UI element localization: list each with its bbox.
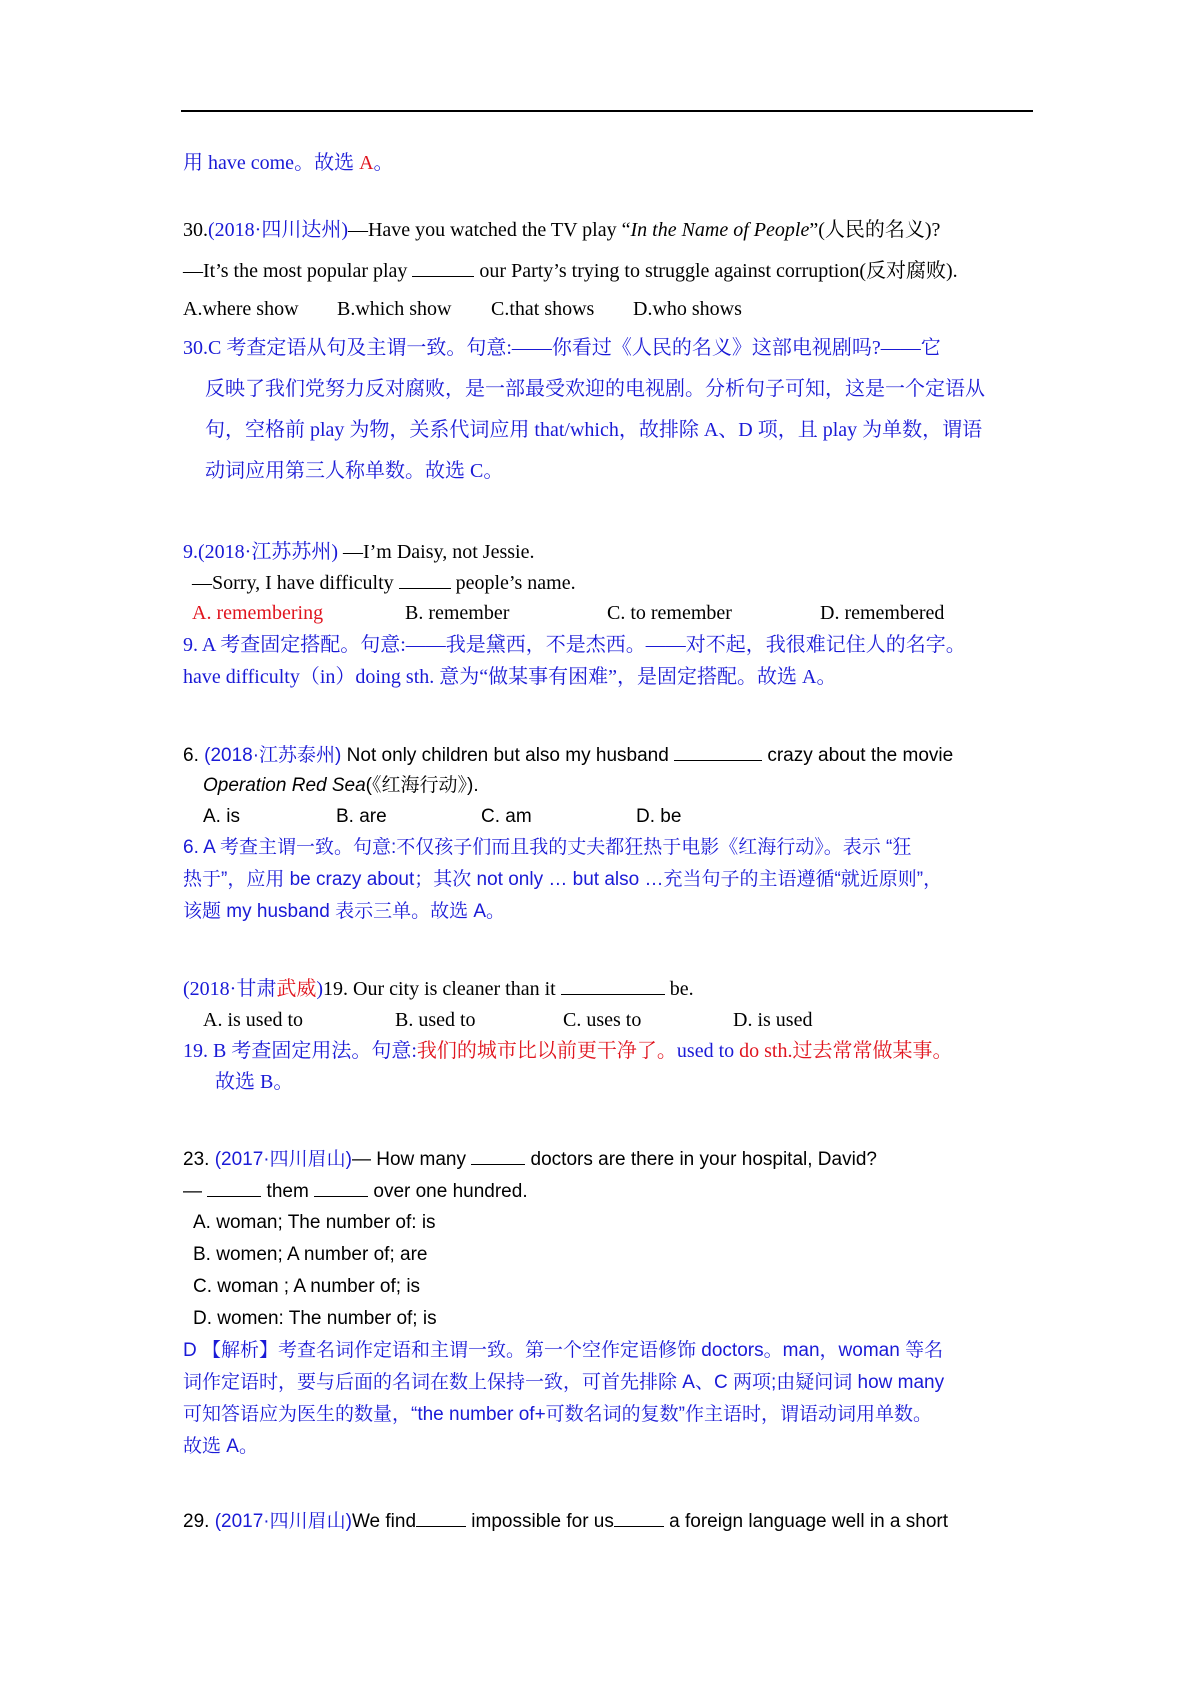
option-a: A. is <box>203 806 240 827</box>
q19-expl-text: 19. B 考查固定用法。句意: <box>183 1040 417 1062</box>
q30-explanation-line3: 句，空格前 play 为物，关系代词应用 that/which，故排除 A、D 项，且 play 为单数，谓语 <box>205 419 983 441</box>
answer-blank <box>674 742 762 761</box>
q23-explanation-line4: 故选 A。 <box>183 1436 258 1457</box>
q19-text: 19. Our city is cleaner than it <box>323 978 561 1000</box>
option-a: A. remembering <box>192 602 324 624</box>
option-b: B. women; A number of; are <box>193 1244 428 1265</box>
q19-expl-translation: 我们的城市比以前更干净了。 <box>416 1040 677 1062</box>
answer-blank <box>471 1146 525 1165</box>
option-d: D.who shows <box>633 298 742 320</box>
q29-source: (2017·四川眉山) <box>214 1511 352 1532</box>
option-c: C. uses to <box>563 1009 642 1031</box>
q6-explanation-line3: 该题 my husband 表示三单。故选 A。 <box>183 901 506 922</box>
q29-line1 <box>183 1508 948 1535</box>
q19-line1 <box>183 976 694 1002</box>
q9-options <box>192 600 944 626</box>
q23-number: 23. <box>183 1149 215 1170</box>
q9-source: (2018·江苏苏州) <box>198 541 338 563</box>
q29-text-mid: impossible for us <box>466 1511 614 1532</box>
answer-blank <box>207 1178 261 1197</box>
option-c: C. woman ; A number of; is <box>193 1276 421 1297</box>
q23-source: (2017·四川眉山) <box>214 1149 352 1170</box>
q30-source: (2018·四川达州) <box>208 219 348 241</box>
q9-explanation-line2: have difficulty（in）doing sth. 意为“做某事有困难”，是固定搭配。故选 A。 <box>183 666 837 688</box>
q23-line2-text: them <box>261 1181 315 1202</box>
option-d: D. remembered <box>820 602 945 624</box>
option-a: A. is used to <box>203 1009 303 1031</box>
q9-line1 <box>183 539 534 565</box>
q19-explanation-line1 <box>183 1038 952 1064</box>
intro-text: 用 have come。故选 <box>183 152 360 174</box>
q6-title: Operation Red Sea <box>203 775 366 796</box>
q30-line2-text-end: our Party’s trying to struggle against corruption(反对腐败). <box>474 260 958 282</box>
q19-source-city: 武威 <box>276 978 317 1000</box>
intro-line <box>183 150 394 176</box>
option-a: A.where show <box>183 298 299 320</box>
q19-source: (2018·甘肃 <box>183 978 277 1000</box>
q9-explanation-line1: 9. A 考查固定搭配。句意:——我是黛西，不是杰西。——对不起，我很难记住人的名字。 <box>183 634 966 656</box>
q29-text: We find <box>351 1511 417 1532</box>
q9-text: —I’m Daisy, not Jessie. <box>337 541 535 563</box>
q30-title: In the Name of People <box>630 219 810 241</box>
q6-explanation-line2: 热于”，应用 be crazy about；其次 not only … but also …充当句子的主语遵循“就近原则”， <box>183 869 943 890</box>
q6-text: Not only children but also my husband <box>341 745 675 766</box>
q19-source-end: ) <box>316 978 323 1000</box>
answer-blank <box>561 976 665 995</box>
q19-explanation-line2: 故选 B。 <box>215 1071 294 1093</box>
q23-line1 <box>183 1146 877 1173</box>
q23-explanation-line2: 词作定语时，要与后面的名词在数上保持一致，可首先排除 A、C 两项;由疑问词 how many <box>183 1372 945 1393</box>
q6-explanation-line1: 6. A 考查主谓一致。句意:不仅孩子们而且我的丈夫都狂热于电影《红海行动》。表示 “狂 <box>183 837 912 858</box>
q19-expl-phrase: used to <box>676 1040 740 1062</box>
option-c: C.that shows <box>491 298 595 320</box>
q30-explanation-line4: 动词应用第三人称单数。故选 C。 <box>205 460 504 482</box>
q30-text: —Have you watched the TV play “ <box>347 219 631 241</box>
q9-line2-text-end: people’s name. <box>450 572 576 594</box>
q23-text: — How many <box>351 1149 472 1170</box>
q23-line2 <box>183 1178 528 1205</box>
option-c: C. to remember <box>607 602 732 624</box>
answer-blank <box>412 258 474 277</box>
q30-explanation-line1: 30.C 考查定语从句及主谓一致。句意:——你看过《人民的名义》这部电视剧吗?——它 <box>183 337 941 359</box>
option-d: D. women: The number of; is <box>193 1308 437 1329</box>
q23-explanation-line3: 可知答语应为医生的数量，“the number of+可数名词的复数”作主语时，谓语动词用单数。 <box>183 1404 932 1425</box>
intro-text-end: 。 <box>373 152 394 174</box>
q9-number: 9. <box>183 541 198 563</box>
answer-blank <box>314 1178 368 1197</box>
q19-expl-meaning: do sth.过去常常做某事。 <box>739 1040 953 1062</box>
option-b: B.which show <box>337 298 452 320</box>
option-b: B. are <box>336 806 387 827</box>
q9-line2-text: —Sorry, I have difficulty <box>192 572 399 594</box>
q23-explanation-line1: D 【解析】考查名词作定语和主谓一致。第一个空作定语修饰 doctors。man，woman 等名 <box>183 1340 944 1361</box>
q6-number: 6. <box>183 745 205 766</box>
answer-blank <box>416 1508 466 1527</box>
q29-text-end: a foreign language well in a short <box>663 1511 949 1532</box>
q23-text-end: doctors are there in your hospital, David? <box>525 1149 877 1170</box>
q29-number: 29. <box>183 1511 215 1532</box>
option-b: B. remember <box>405 602 510 624</box>
q23-line2-dash: — <box>183 1181 208 1202</box>
q6-line2-text: (《红海行动》). <box>365 775 479 796</box>
q30-options <box>183 296 742 322</box>
answer-blank <box>614 1508 664 1527</box>
q6-options <box>203 804 681 830</box>
q19-text-end: be. <box>664 978 694 1000</box>
q23-line2-text-end: over one hundred. <box>368 1181 528 1202</box>
q6-line2 <box>203 773 479 799</box>
option-c: C. am <box>481 806 532 827</box>
q30-line1 <box>183 217 940 243</box>
option-a: A. woman; The number of: is <box>193 1212 436 1233</box>
answer-blank <box>399 570 451 589</box>
q19-options <box>203 1007 812 1033</box>
intro-answer: A <box>359 152 374 174</box>
q30-explanation-line2: 反映了我们党努力反对腐败，是一部最受欢迎的电视剧。分析句子可知，这是一个定语从 <box>205 378 985 400</box>
option-b: B. used to <box>395 1009 476 1031</box>
option-d: D. is used <box>733 1009 813 1031</box>
q30-number: 30. <box>183 219 208 241</box>
q6-text-end: crazy about the movie <box>762 745 954 766</box>
q30-line2 <box>183 258 958 284</box>
q30-text-end: ”(人民的名义)? <box>809 219 941 241</box>
q30-line2-text: —It’s the most popular play <box>183 260 413 282</box>
q6-line1 <box>183 742 953 769</box>
option-d: D. be <box>636 806 682 827</box>
header-rule <box>181 110 1033 112</box>
q9-line2 <box>192 570 576 596</box>
q6-source: (2018·江苏泰州) <box>204 745 342 766</box>
